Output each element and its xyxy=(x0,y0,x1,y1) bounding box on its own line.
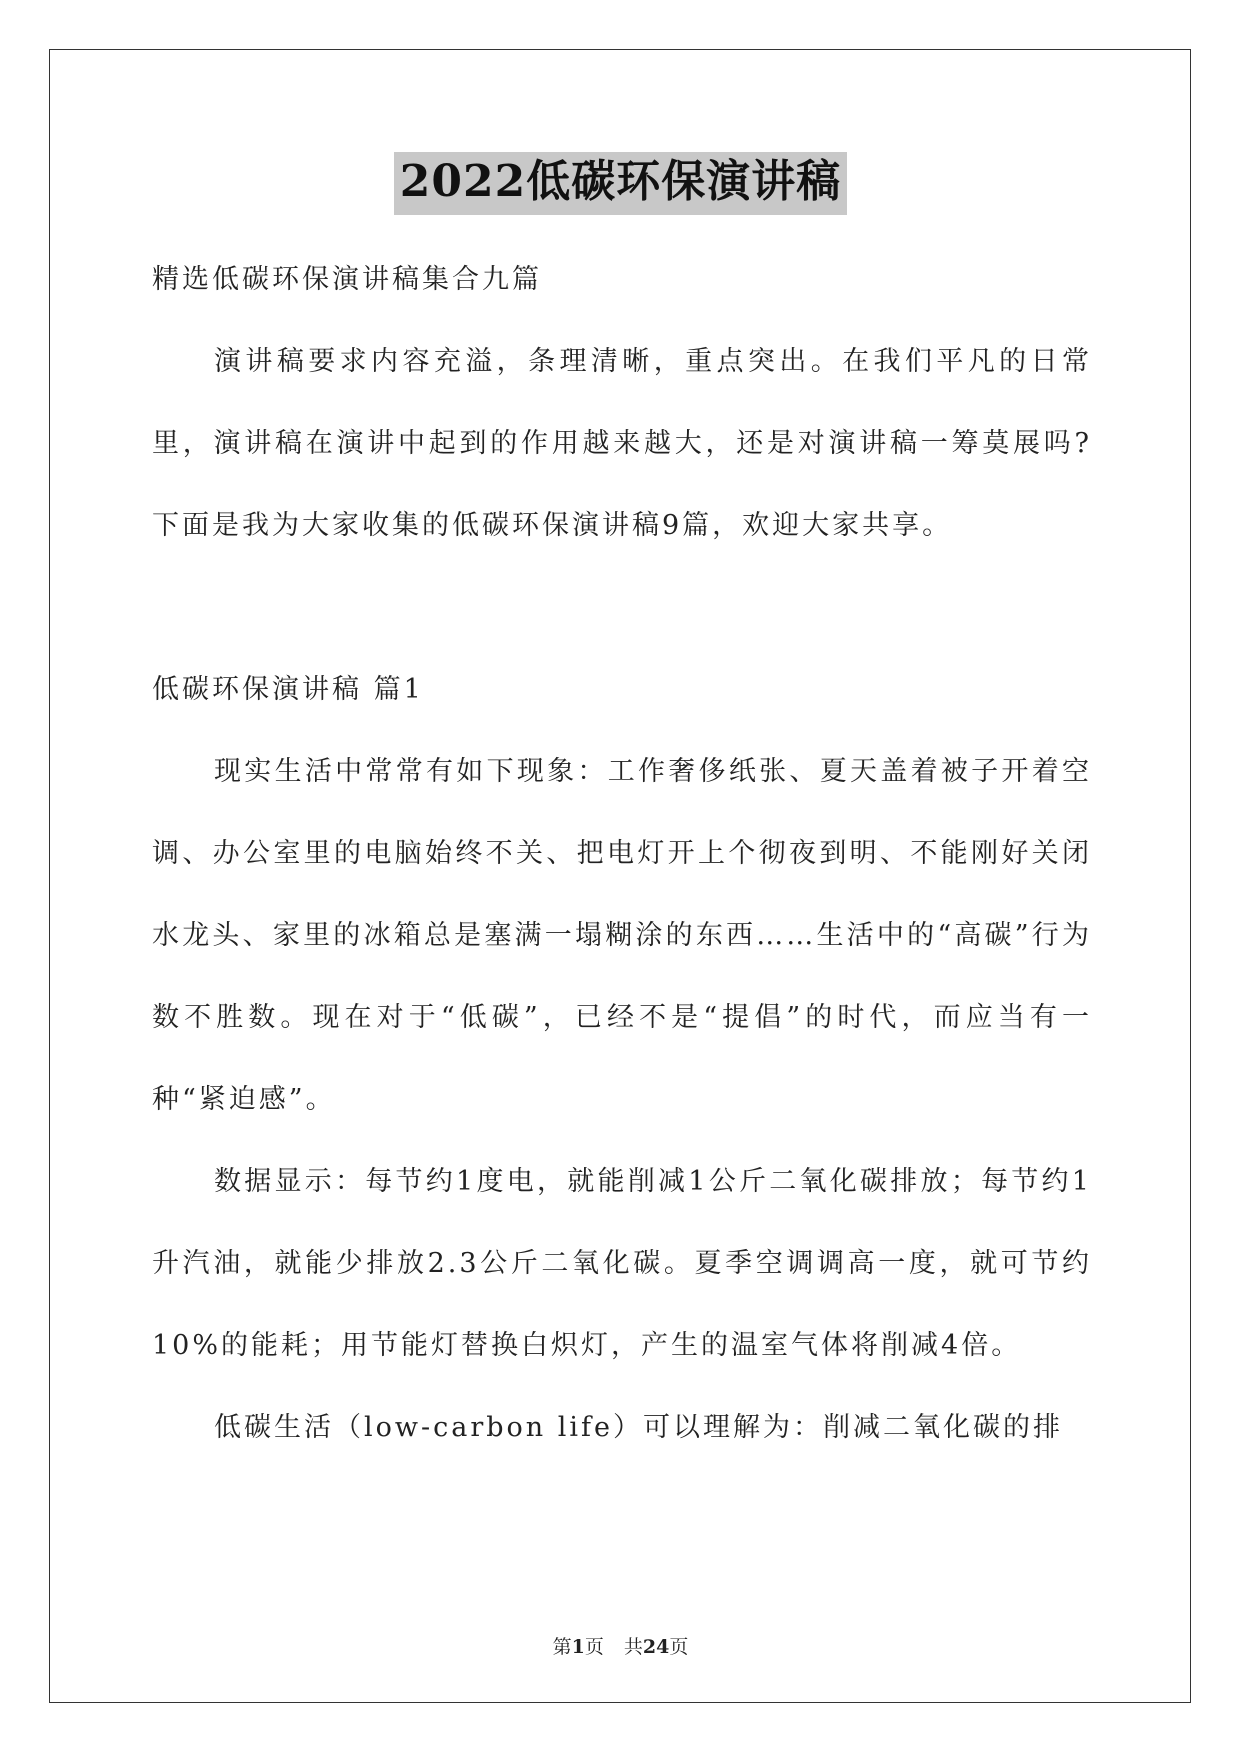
paragraph-gap xyxy=(152,567,1092,649)
total-suffix: 页 xyxy=(669,1636,689,1658)
page-footer xyxy=(0,1632,1241,1659)
intro-paragraph: 演讲稿要求内容充溢，条理清晰，重点突出。在我们平凡的日常里，演讲稿在演讲中起到的作用越来越大，还是对演讲稿一筹莫展吗?下面是我为大家收集的低碳环保演讲稿9篇，欢迎大家共享。 xyxy=(152,346,1092,541)
page-suffix: 页 xyxy=(584,1636,604,1658)
document-subtitle: 精选低碳环保演讲稿集合九篇 xyxy=(152,264,542,295)
body-paragraph: 数据显示：每节约1度电，就能削减1公斤二氧化碳排放；每节约1升汽油，就能少排放2.3公斤二氧化碳。夏季空调调高一度，就可节约10%的能耗；用节能灯替换白炽灯，产生的温室气体将削减4倍。 xyxy=(152,1166,1092,1361)
total-pages: 24 xyxy=(642,1636,670,1658)
title-container xyxy=(0,152,1241,215)
document-body xyxy=(152,239,1092,1469)
page-prefix: 第 xyxy=(552,1636,572,1658)
body-paragraph: 现实生活中常常有如下现象：工作奢侈纸张、夏天盖着被子开着空调、办公室里的电脑始终不关、把电灯开上个彻夜到明、不能刚好关闭水龙头、家里的冰箱总是塞满一塌糊涂的东西……生活中的“高碳”行为数不胜数。现在对于“低碳”，已经不是“提倡”的时代，而应当有一种“紧迫感”。 xyxy=(152,756,1092,1115)
body-paragraph: 低碳生活（low-carbon life）可以理解为：削减二氧化碳的排 xyxy=(214,1412,1064,1443)
page-number: 1 xyxy=(571,1636,585,1658)
total-prefix: 共 xyxy=(623,1636,643,1658)
section-heading: 低碳环保演讲稿 篇1 xyxy=(152,674,424,705)
document-title: 2022低碳环保演讲稿 xyxy=(394,152,847,215)
